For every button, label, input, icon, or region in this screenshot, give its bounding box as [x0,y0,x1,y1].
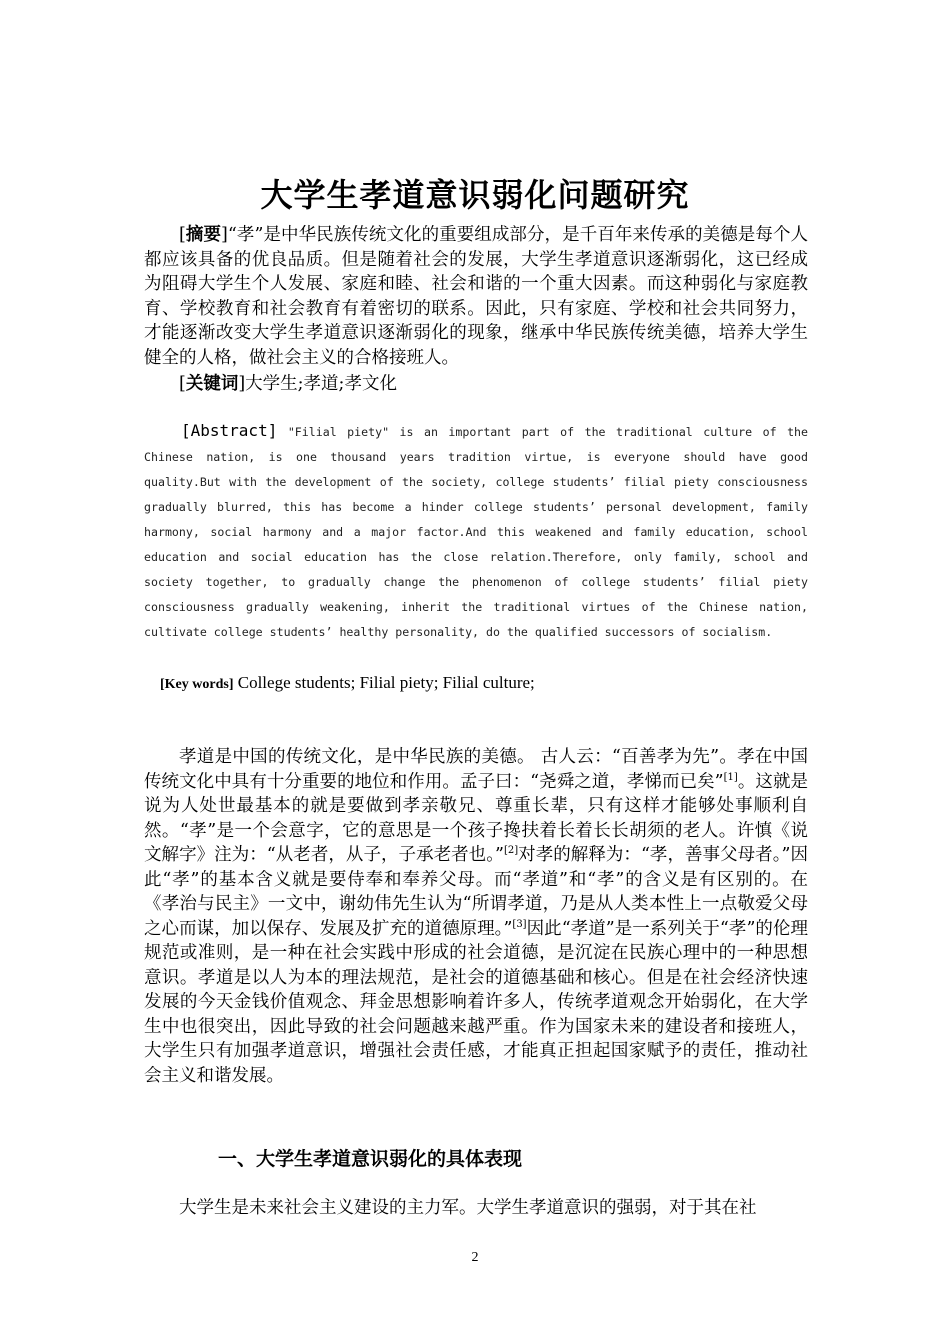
keywords-cn: [关键词]大学生;孝道;孝文化 [179,374,397,394]
abstract-en-label: [Abstract] [181,421,278,440]
intro-text-2: 。这就是说为人处世最基本的就是要做到孝亲敬兄、尊重长辈，只有这样才能够处事顺利自然。“孝”是一个会意字，它的意思是一个孩子搀扶着长着长长胡须的老人。许慎《说文解字》注为：“从老者，从子，子承老者也。” [144,771,809,865]
abstract-en [144,418,808,645]
keywords-en-text: College students; Filial piety; Filial culture; [237,673,535,692]
section-heading: 一、大学生孝道意识弱化的具体表现 [218,1148,523,1170]
section-paragraph: 大学生是未来社会主义建设的主力军。大学生孝道意识的强弱，对于其在社 [179,1198,757,1218]
citation-2: [2] [503,845,519,857]
keywords-en-label: [Key words] [160,677,234,692]
keywords-cn-label: 关键词 [185,374,239,394]
keywords-en [160,673,535,693]
citation-3: [3] [512,918,527,930]
intro-text-4: 因此“孝道”是一系列关于“孝”的伦理规范或准则，是一种在社会实践中形成的社会道德，是沉淀在民族心理中的一种思想意识。孝道是以人为本的理法规范，是社会的道德基础和核心。但是在社会经济快速发展的今天金钱价值观念、拜金思想影响着许多人，传统孝道观念开始弱化，在大学生中也很突出，因此导致的社会问题越来越严重。作为国家未来的建设者和接班人，大学生只有加强孝道意识，增强社会责任感，才能真正担起国家赋予的责任，推动社会主义和谐发展。 [144,918,808,1086]
page-number: 2 [471,1250,479,1265]
abstract-en-text: "Filial piety" is an important part of the traditional culture of the Chinese nation, is one thousand years tradition virtue, is everyone should have good quality.But with the development of the society, college students’ filial piety consciousness gradually blurred, this has become a hinder college students’ personal development, family harmony, social harmony and a major factor.And this weakened and family education, school education and social education has the close relation.Therefore, only family, school and society together, to gradually change the phenomenon of college students’ filial piety consciousness gradually weakening, inherit the traditional virtues of the Chinese nation, cultivate college students’ healthy personality, do the qualified successors of socialism. [144,425,809,639]
keywords-cn-text: 大学生;孝道;孝文化 [245,374,397,394]
citation-1: [1] [723,771,738,783]
page-title: 大学生孝道意识弱化问题研究 [260,176,690,214]
abstract-cn: [摘要]“孝”是中华民族传统文化的重要组成部分，是千百年来传承的美德是每个人都应该具备的优良品质。但是随着社会的发展，大学生孝道意识逐渐弱化，这已经成为阻碍大学生个人发展、家庭和睦、社会和谐的一个重大因素。而这种弱化与家庭教育、学校教育和社会教育有着密切的联系。因此，只有家庭、学校和社会共同努力，才能逐渐改变大学生孝道意识逐渐弱化的现象，继承中华民族传统美德，培养大学生健全的人格，做社会主义的合格接班人。 [144,225,809,368]
intro-text-3: 对孝的解释为：“孝，善事父母者。”因此“孝”的基本含义就是要侍奉和奉养父母。而“孝道”和“孝”的含义是有区别的。在《孝治与民主》一文中，谢幼伟先生认为“所谓孝道，乃是从人类本性上一点敬爱父母之心而谋，加以保存、发展及扩充的道德原理。” [144,845,808,939]
intro-paragraph [144,745,808,1088]
intro-text-1: 孝道是中国的传统文化，是中华民族的美德。 古人云：“百善孝为先”。孝在中国传统文化中具有十分重要的地位和作用。孟子曰：“尧舜之道，孝悌而已矣” [144,747,808,792]
abstract-cn-text: “孝”是中华民族传统文化的重要组成部分，是千百年来传承的美德是每个人都应该具备的优良品质。但是随着社会的发展，大学生孝道意识逐渐弱化，这已经成为阻碍大学生个人发展、家庭和睦、社会和谐的一个重大因素。而这种弱化与家庭教育、学校教育和社会教育有着密切的联系。因此，只有家庭、学校和社会共同努力，才能逐渐改变大学生孝道意识逐渐弱化的现象，继承中华民族传统美德，培养大学生健全的人格，做社会主义的合格接班人。 [144,225,809,368]
abstract-cn-label: 摘要 [185,225,222,245]
